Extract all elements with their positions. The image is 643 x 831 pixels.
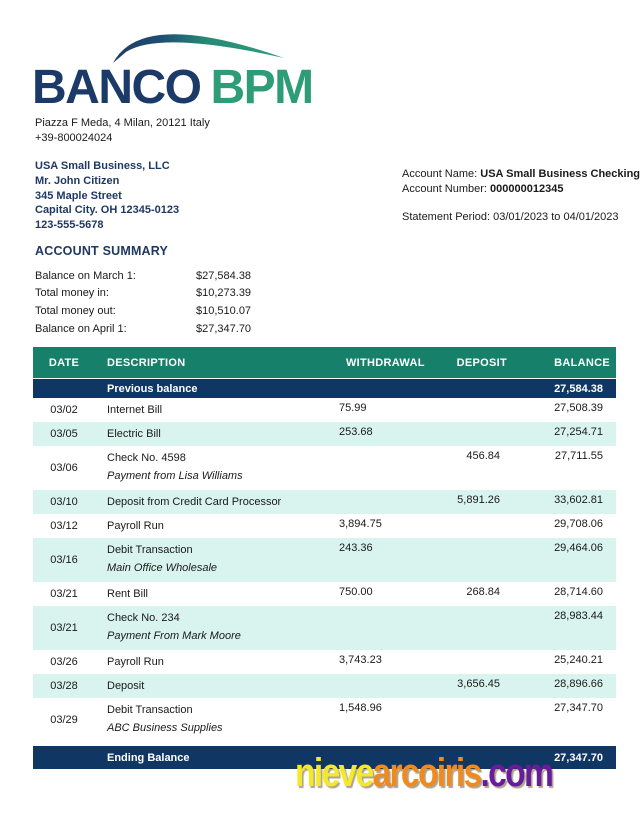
cell-deposit: 268.84 [466, 586, 500, 598]
cell-deposit [432, 650, 500, 674]
previous-balance-value: 27,584.38 [554, 382, 603, 395]
account-number-line: Account Number: 000000012345 [402, 183, 564, 195]
cell-date: 03/29 [50, 714, 78, 726]
description-main: Electric Bill [107, 428, 161, 440]
cell-balance: 29,708.06 [554, 518, 603, 530]
description-main: Payroll Run [107, 520, 164, 532]
cell-description [95, 698, 339, 742]
ending-balance-label: Ending Balance [107, 751, 190, 764]
bank-address-block [35, 116, 210, 146]
table-row [33, 674, 616, 698]
cell-withdrawal: 3,894.75 [339, 518, 382, 530]
summary-label: Total money out: [35, 304, 116, 317]
account-name-value: USA Small Business Checking [480, 168, 641, 180]
cell-deposit: 5,891.26 [457, 494, 500, 506]
cell-date: 03/21 [50, 588, 78, 600]
description-main: Check No. 234 [107, 612, 180, 624]
account-name-line: Account Name: USA Small Business Checking [402, 168, 641, 180]
description-main: Deposit from Credit Card Processor [107, 496, 282, 508]
cell-withdrawal [339, 674, 432, 698]
summary-row [35, 285, 251, 303]
summary-row [35, 302, 251, 320]
cell-date: 03/12 [50, 520, 78, 532]
cell-description [95, 490, 339, 514]
cell-withdrawal [339, 446, 432, 490]
cell-withdrawal: 750.00 [339, 586, 373, 598]
description-note: Payment from Lisa Williams [107, 470, 243, 482]
previous-balance-row [33, 379, 616, 398]
table-row [33, 422, 616, 446]
cell-balance: 27,508.39 [554, 402, 603, 414]
description-note: ABC Business Supplies [107, 722, 223, 734]
cell-description [95, 446, 339, 490]
header-balance: BALANCE [554, 356, 610, 369]
description-main: Debit Transaction [107, 704, 193, 716]
cell-deposit [432, 514, 500, 538]
watermark-part-arcoiris: arcoiris [372, 751, 481, 795]
customer-name: USA Small Business, LLC [35, 160, 170, 172]
watermark-nievearcoiris [295, 751, 552, 796]
account-number-value: 000000012345 [490, 183, 564, 195]
summary-label: Balance on April 1: [35, 322, 127, 335]
cell-description [95, 582, 339, 606]
cell-deposit: 3,656.45 [457, 678, 500, 690]
cell-balance: 28,714.60 [554, 586, 603, 598]
summary-value: $27,347.70 [196, 322, 252, 335]
table-row [33, 606, 616, 650]
cell-deposit [432, 698, 500, 742]
account-info-block [402, 167, 640, 225]
cell-withdrawal [339, 606, 432, 650]
cell-deposit [432, 422, 500, 446]
cell-deposit [432, 398, 500, 422]
summary-row [35, 267, 251, 285]
bank-phone: +39-800024024 [35, 132, 113, 144]
account-summary-title: ACCOUNT SUMMARY [35, 244, 169, 258]
cell-deposit [432, 538, 500, 582]
summary-row [35, 320, 251, 338]
summary-label: Total money in: [35, 287, 109, 300]
header-withdrawal: WITHDRAWAL [346, 356, 425, 369]
description-main: Deposit [107, 680, 145, 692]
watermark-part-com: .com [480, 751, 553, 795]
cell-balance: 27,347.70 [554, 702, 603, 714]
cell-description [95, 674, 339, 698]
summary-value: $27,584.38 [196, 269, 252, 282]
cell-withdrawal: 3,743.23 [339, 654, 382, 666]
cell-withdrawal: 75.99 [339, 402, 367, 414]
cell-balance: 25,240.21 [554, 654, 603, 666]
cell-withdrawal: 1,548.96 [339, 702, 382, 714]
bank-logo-bpm: BPM [210, 61, 313, 114]
cell-balance: 27,254.71 [554, 426, 603, 438]
table-row [33, 446, 616, 490]
cell-withdrawal: 253.68 [339, 426, 373, 438]
cell-date: 03/21 [50, 622, 78, 634]
previous-balance-label: Previous balance [107, 382, 198, 395]
account-summary-table [35, 267, 251, 337]
table-row [33, 650, 616, 674]
cell-date: 03/02 [50, 404, 78, 416]
bank-logo-banco: BANCO [32, 61, 201, 114]
customer-contact: Mr. John Citizen [35, 174, 120, 187]
table-row [33, 698, 616, 742]
cell-withdrawal: 243.36 [339, 542, 373, 554]
cell-date: 03/10 [50, 496, 78, 508]
cell-balance: 27,711.55 [554, 450, 603, 462]
header-description: DESCRIPTION [107, 356, 186, 369]
transactions-body [33, 398, 616, 742]
cell-balance: 29,464.06 [554, 542, 603, 554]
bank-logo [32, 61, 313, 114]
statement-period-line: Statement Period: 03/01/2023 to 04/01/2023 [402, 211, 619, 223]
description-main: Rent Bill [107, 588, 148, 600]
description-note: Main Office Wholesale [107, 562, 218, 574]
customer-city: Capital City. OH 12345-0123 [35, 204, 180, 217]
bank-address-line: Piazza F Meda, 4 Milan, 20121 Italy [35, 117, 210, 129]
header-deposit: DEPOSIT [456, 356, 507, 369]
cell-date: 03/16 [50, 554, 78, 566]
description-main: Internet Bill [107, 404, 163, 416]
cell-description [95, 538, 339, 582]
description-main: Check No. 4598 [107, 452, 186, 464]
table-row [33, 538, 616, 582]
transactions-table [33, 347, 616, 769]
cell-date: 03/28 [50, 680, 78, 692]
cell-balance: 33,602.81 [554, 494, 603, 506]
cell-balance: 28,896.66 [554, 678, 603, 690]
table-row [33, 490, 616, 514]
description-main: Debit Transaction [107, 544, 193, 556]
statement-period-value: 03/01/2023 to 04/01/2023 [493, 211, 619, 223]
description-note: Payment From Mark Moore [107, 630, 241, 642]
summary-value: $10,510.07 [196, 304, 252, 317]
table-row [33, 514, 616, 538]
cell-description [95, 422, 339, 446]
cell-date: 03/05 [50, 428, 78, 440]
cell-description [95, 514, 339, 538]
customer-address-block [35, 159, 179, 233]
table-row [33, 582, 616, 606]
cell-description [95, 398, 339, 422]
cell-deposit [432, 606, 500, 650]
header-date: DATE [48, 356, 80, 369]
table-row [33, 398, 616, 422]
customer-street: 345 Maple Street [35, 189, 122, 202]
cell-withdrawal [339, 490, 432, 514]
customer-phone: 123-555-5678 [35, 219, 104, 232]
summary-value: $10,273.39 [196, 287, 252, 300]
cell-balance: 28,983.44 [554, 610, 603, 622]
description-main: Payroll Run [107, 656, 164, 668]
watermark-part-nieve: nieve [295, 751, 373, 795]
cell-deposit: 456.84 [466, 450, 500, 462]
summary-label: Balance on March 1: [35, 269, 136, 282]
cell-description [95, 606, 339, 650]
ending-balance-value: 27,347.70 [554, 751, 603, 764]
transactions-header-row [33, 347, 616, 378]
cell-date: 03/06 [50, 462, 78, 474]
cell-date: 03/26 [50, 656, 78, 668]
cell-description [95, 650, 339, 674]
